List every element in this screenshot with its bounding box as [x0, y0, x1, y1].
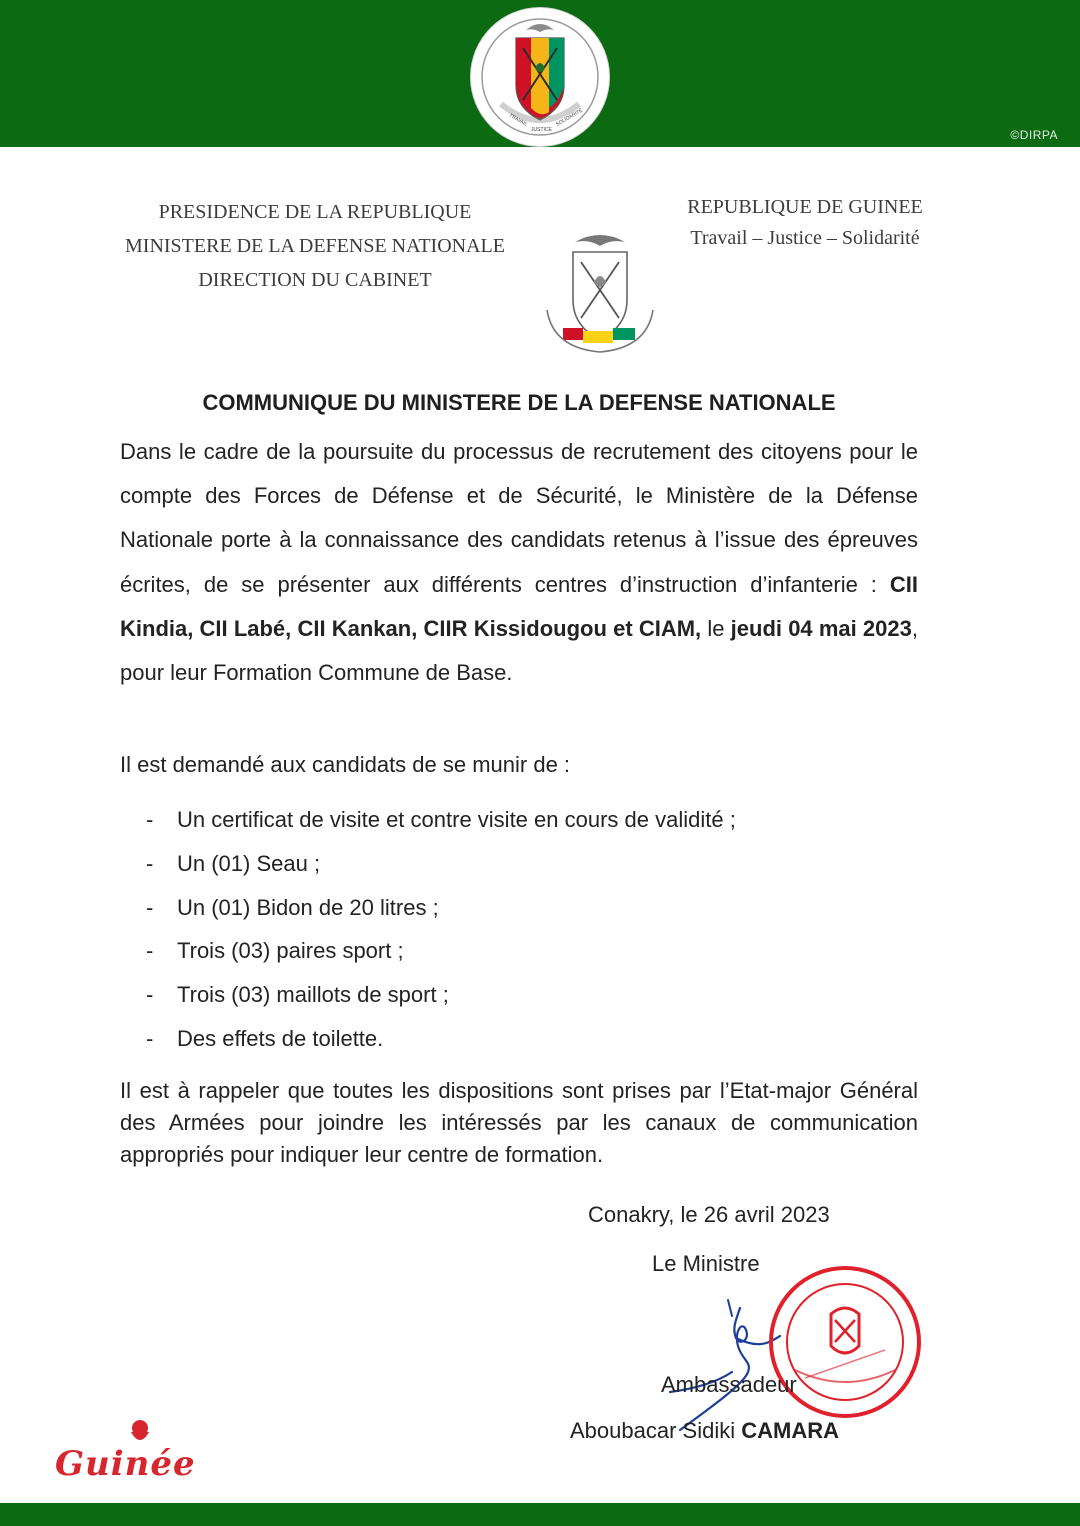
closing-paragraph: Il est à rappeler que toutes les dispositions sont prises par l’Etat-major Général des Armées pour joindre les intéressés par les canaux de communication appropriés pour indiquer leur centre de formation. [120, 1078, 918, 1167]
country-name: REPUBLIQUE DE GUINEE [687, 196, 923, 218]
list-item-text: Des effets de toilette. [177, 1025, 384, 1051]
list-item [146, 973, 736, 1017]
announcement-text: Dans le cadre de la poursuite du processus de recrutement des citoyens pour le compte des Forces de Défense et de Sécurité, le Ministère de la Défense Nationale porte à la connaissance des candidats retenus à l’issue des épreuves écrites, de se présenter aux différents centres d’instruction d’infanterie : [120, 439, 918, 597]
document-emblem [533, 230, 667, 356]
presidency-line: PRESIDENCE DE LA REPUBLIQUE [158, 201, 472, 223]
requirements-list [146, 798, 736, 1061]
issuing-authority [80, 195, 550, 297]
list-item [146, 929, 736, 973]
signatory-surname: CAMARA [741, 1418, 839, 1443]
list-marker: - [146, 807, 154, 832]
coat-of-arms-icon [471, 8, 609, 146]
bottom-banner [0, 1503, 1080, 1526]
svg-text:TRAVAIL: TRAVAIL [508, 112, 529, 128]
cabinet-line: DIRECTION DU CABINET [198, 269, 432, 291]
report-date: jeudi 04 mai 2023 [730, 615, 912, 641]
svg-text:JUSTICE: JUSTICE [531, 127, 552, 133]
list-marker: - [146, 982, 154, 1008]
national-motto: Travail – Justice – Solidarité [690, 227, 920, 249]
guinee-brand-logo [55, 1418, 215, 1484]
coat-of-arms-icon [533, 230, 667, 356]
list-item [146, 798, 736, 842]
list-marker: - [146, 850, 154, 876]
place-and-date: Conakry, le 26 avril 2023 [588, 1202, 830, 1227]
list-item-text: Un (01) Seau ; [177, 850, 321, 876]
requirements-intro: Il est demandé aux candidats de se munir de : [120, 752, 571, 777]
signatory-name [570, 1418, 839, 1444]
signatory-first-names: Aboubacar Sidiki [570, 1418, 742, 1443]
national-emblem-badge [471, 8, 609, 146]
list-item-text: Trois (03) paires sport ; [177, 938, 404, 964]
list-item [146, 842, 736, 886]
announcement-ending: , pour leur Formation Commune de Base. [120, 615, 919, 686]
list-marker: - [146, 1025, 154, 1051]
svg-text:SOLIDARITÉ: SOLIDARITÉ [555, 107, 584, 128]
official-stamp-icon [765, 1262, 925, 1422]
ministry-line: MINISTERE DE LA DEFENSE NATIONALE [125, 235, 505, 257]
photo-credit: ©DIRPA [1010, 128, 1058, 142]
list-marker: - [146, 938, 154, 964]
list-item [146, 886, 736, 930]
training-centers: CII Kindia, CII Labé, CII Kankan, CIIR Kissidougou et CIAM, [120, 571, 918, 641]
list-item-text: Trois (03) maillots de sport ; [177, 982, 449, 1008]
republic-header [640, 192, 970, 254]
list-item-text: Un certificat de visite et contre visite en cours de validité ; [177, 807, 736, 832]
list-item [146, 1017, 736, 1061]
announcement-paragraph [120, 430, 918, 695]
communique-title: COMMUNIQUE DU MINISTERE DE LA DEFENSE NATIONALE [202, 390, 836, 415]
announcement-connector: le [701, 615, 731, 641]
list-item-text: Un (01) Bidon de 20 litres ; [177, 894, 439, 920]
signatory-rank: Ambassadeur [661, 1372, 797, 1397]
signatory-title: Le Ministre [652, 1251, 760, 1276]
list-marker: - [146, 894, 154, 920]
brand-wordmark: Guinée [55, 1444, 196, 1484]
